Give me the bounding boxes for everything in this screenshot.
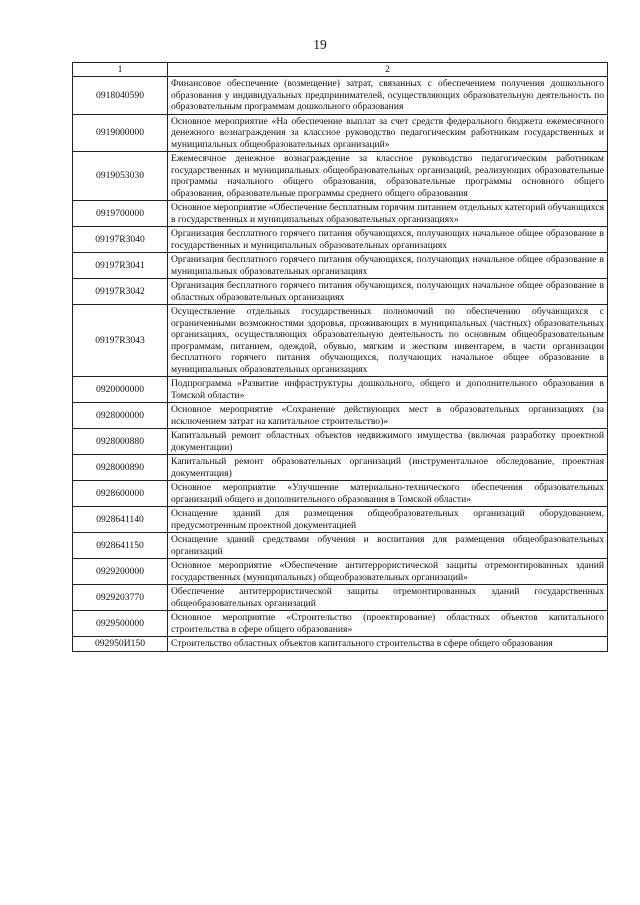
row-code-cell: 0928641150 — [73, 533, 168, 559]
row-description-cell: Осуществление отдельных государственных полномочий по обеспечению обучающихся с ограниченными возможностями здоровья, проживающих в муниципальных (частных) образовательных организациях, осуществляющих образовательную деятельность по основным общеобразовательным программам, питанием, одеждой, обувью, мягким и жестким инвентарем, в части организации бесплатного горячего питания обучающихся, получающих начальное общее образование в муниципальных образовательных организациях — [168, 305, 608, 377]
row-code-cell: 0918040590 — [73, 77, 168, 115]
table-row — [73, 77, 608, 115]
table-row — [73, 559, 608, 585]
row-description-cell: Капитальный ремонт областных объектов недвижимого имущества (включая разработку проектной документации) — [168, 429, 608, 455]
row-code-cell: 0919700000 — [73, 201, 168, 227]
row-code-cell: 0928641140 — [73, 507, 168, 533]
row-description-cell: Основное мероприятие «Сохранение действующих мест в образовательных организациях (за исключением затрат на капитальное строительство)» — [168, 403, 608, 429]
column-header-1: 1 — [73, 63, 168, 77]
row-description-cell: Капитальный ремонт образовательных организаций (инструментальное обследование, проектная документация) — [168, 455, 608, 481]
row-description-cell: Оснащение зданий для размещения общеобразовательных организаций оборудованием, предусмотренным проектной документацией — [168, 507, 608, 533]
table-row — [73, 585, 608, 611]
table-row — [73, 279, 608, 305]
row-code-cell: 0929500000 — [73, 611, 168, 637]
row-description-cell: Основное мероприятие «Обеспечение антитеррористической защиты отремонтированных зданий государственных (муниципальных) общеобразовательных организаций» — [168, 559, 608, 585]
column-header-2: 2 — [168, 63, 608, 77]
table-row — [73, 305, 608, 377]
row-code-cell: 09197R3040 — [73, 227, 168, 253]
row-code-cell: 0919000000 — [73, 114, 168, 152]
table-row — [73, 403, 608, 429]
row-description-cell: Основное мероприятие «Улучшение материально-технического обеспечения образовательных организаций общего и дополнительного образования в Томской области» — [168, 481, 608, 507]
row-code-cell: 0928600000 — [73, 481, 168, 507]
row-code-cell: 0919053030 — [73, 152, 168, 201]
row-description-cell: Основное мероприятие «Обеспечение бесплатным горячим питанием отдельных категорий обучающихся в государственных и муниципальных образовательных организациях» — [168, 201, 608, 227]
classification-table — [72, 62, 608, 652]
table-row — [73, 455, 608, 481]
table-row — [73, 114, 608, 152]
row-code-cell: 092950И150 — [73, 637, 168, 652]
row-description-cell: Обеспечение антитеррористической защиты отремонтированных зданий государственных общеобразовательных организаций — [168, 585, 608, 611]
row-code-cell: 09197R3043 — [73, 305, 168, 377]
table-row — [73, 533, 608, 559]
row-description-cell: Организация бесплатного горячего питания обучающихся, получающих начальное общее образование в муниципальных образовательных организациях — [168, 253, 608, 279]
row-code-cell: 09197R3042 — [73, 279, 168, 305]
row-code-cell: 09197R3041 — [73, 253, 168, 279]
row-code-cell: 0928000890 — [73, 455, 168, 481]
row-description-cell: Организация бесплатного горячего питания обучающихся, получающих начальное общее образование в государственных и муниципальных образовательных организациях — [168, 227, 608, 253]
row-description-cell: Оснащение зданий средствами обучения и воспитания для размещения общеобразовательных организаций — [168, 533, 608, 559]
row-description-cell: Ежемесячное денежное вознаграждение за классное руководство педагогическим работникам государственных и муниципальных общеобразовательных организаций, реализующих образовательные программы начального общего образования, образовательные программы основного общего образования, образовательные программы среднего общего образования — [168, 152, 608, 201]
page-number: 19 — [313, 37, 327, 52]
row-description-cell: Основное мероприятие «Строительство (проектирование) областных объектов капитального строительства в сфере общего образования» — [168, 611, 608, 637]
table-row — [73, 152, 608, 201]
table-row — [73, 611, 608, 637]
table-row — [73, 637, 608, 652]
row-code-cell: 0929200000 — [73, 559, 168, 585]
row-description-cell: Строительство областных объектов капитального строительства в сфере общего образования — [168, 637, 608, 652]
row-code-cell: 0928000880 — [73, 429, 168, 455]
row-description-cell: Основное мероприятие «На обеспечение выплат за счет средств федерального бюджета ежемесячного денежного вознаграждения за классное руководство педагогическим работникам государственных и муниципальных общеобразовательных организаций» — [168, 114, 608, 152]
row-description-cell: Организация бесплатного горячего питания обучающихся, получающих начальное общее образование в областных образовательных организациях — [168, 279, 608, 305]
row-code-cell: 0929203770 — [73, 585, 168, 611]
row-description-cell: Финансовое обеспечение (возмещение) затрат, связанных с обеспечением получения дошкольного образования у индивидуальных предпринимателей, осуществляющих образовательную деятельность по образовательным программам дошкольного образования — [168, 77, 608, 115]
row-code-cell: 0920000000 — [73, 377, 168, 403]
table-header-row — [73, 63, 608, 77]
table-row — [73, 201, 608, 227]
table-row — [73, 429, 608, 455]
table-row — [73, 227, 608, 253]
row-code-cell: 0928000000 — [73, 403, 168, 429]
table-row — [73, 253, 608, 279]
row-description-cell: Подпрограмма «Развитие инфраструктуры дошкольного, общего и дополнительного образования в Томской области» — [168, 377, 608, 403]
table-row — [73, 507, 608, 533]
table-row — [73, 481, 608, 507]
table-row — [73, 377, 608, 403]
